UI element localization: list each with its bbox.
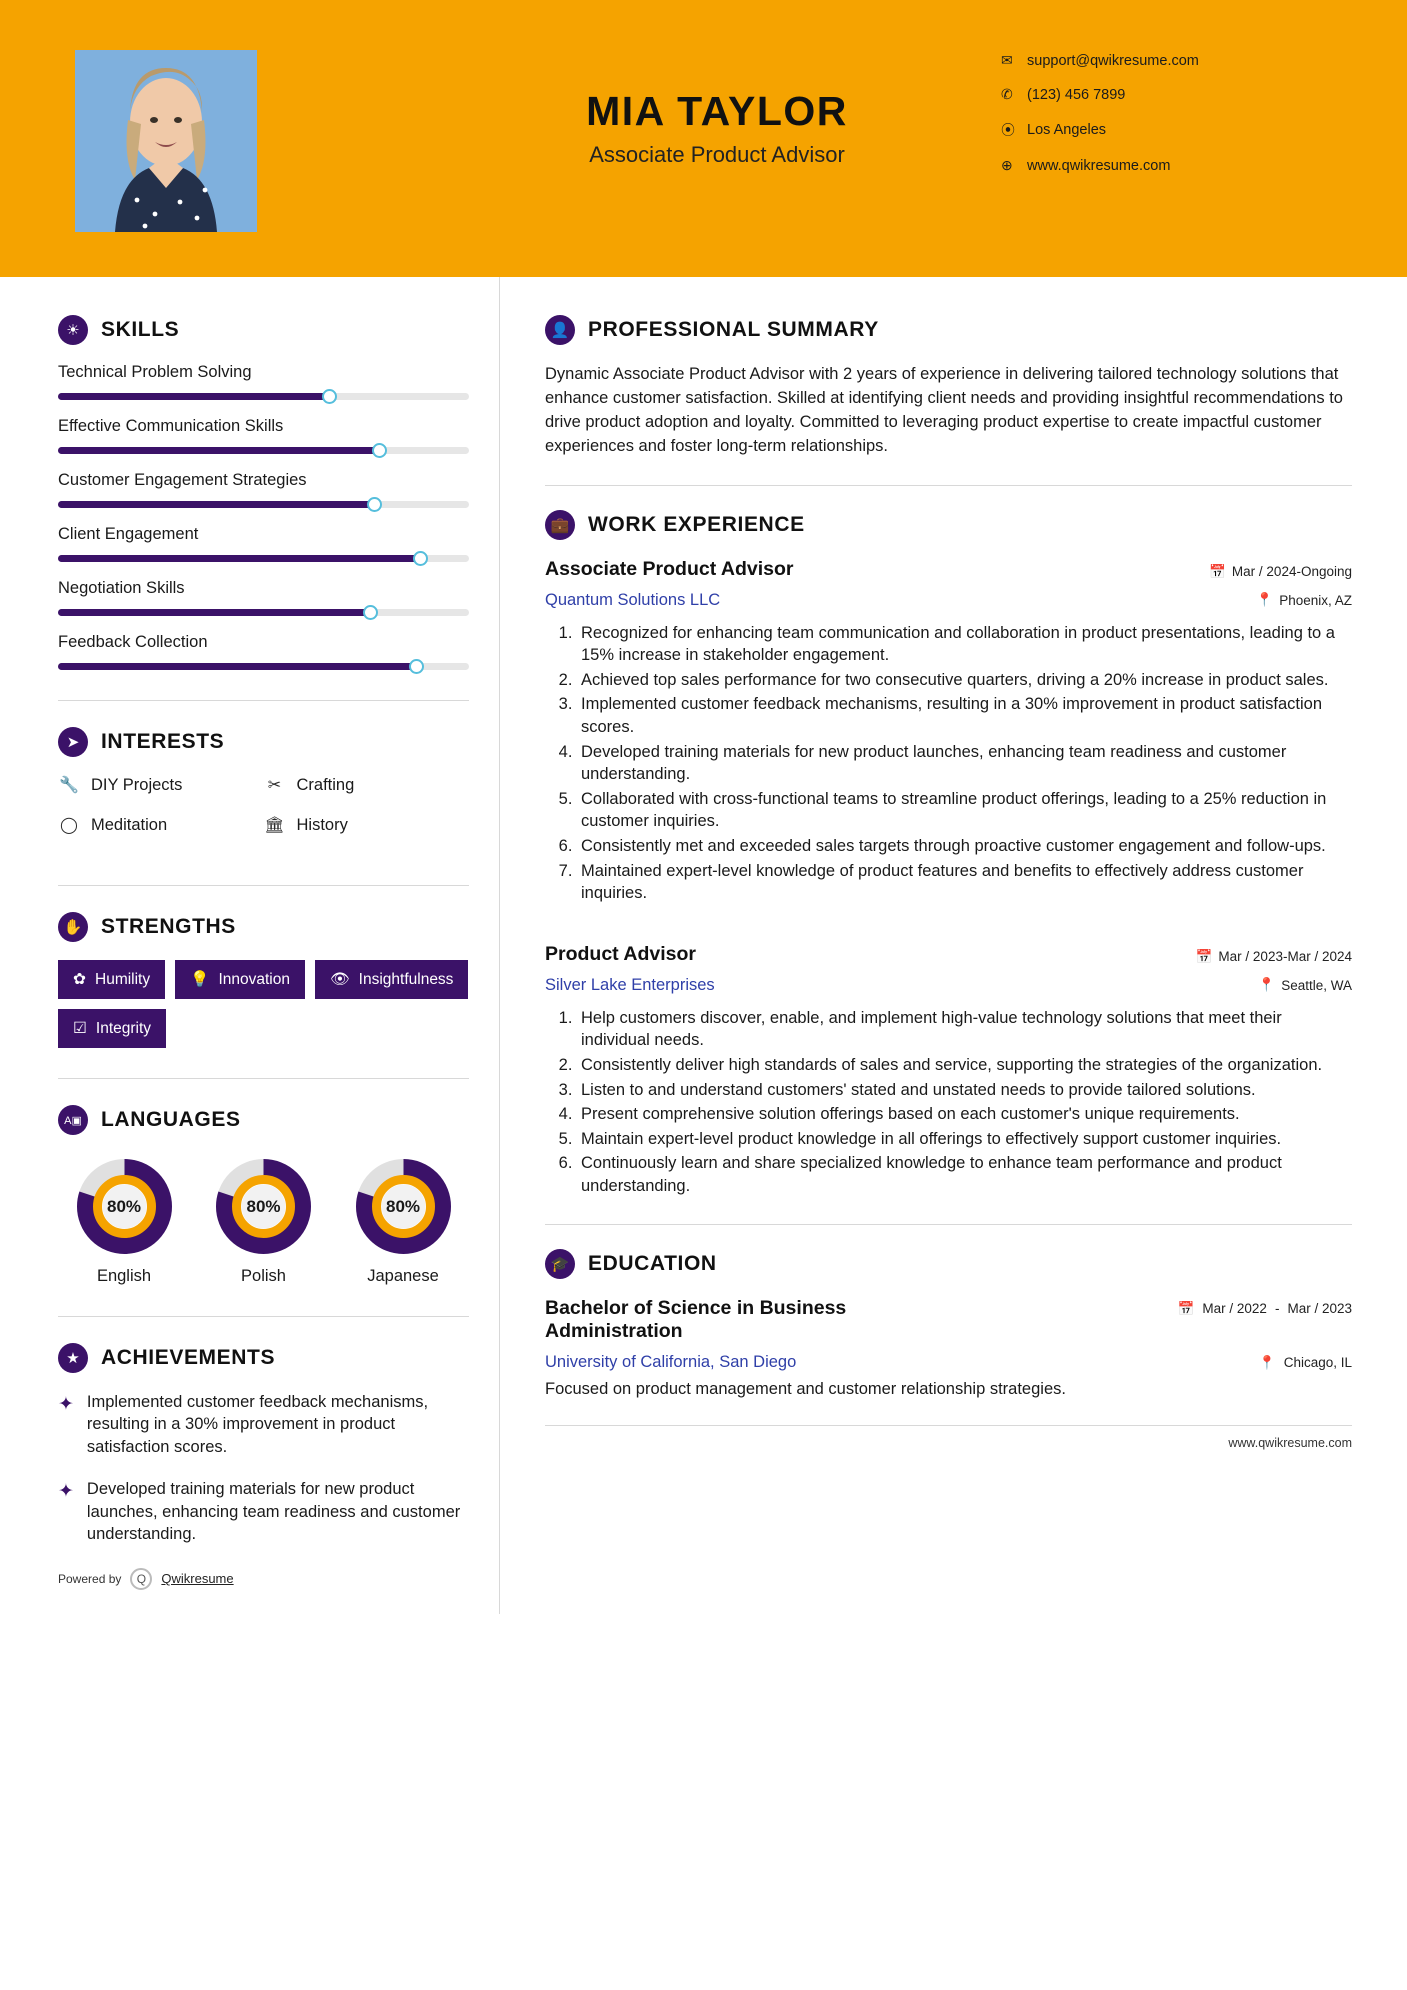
skill-label: Negotiation Skills bbox=[58, 579, 185, 597]
date-separator: - bbox=[1274, 1300, 1280, 1316]
contact-location-text: Los Angeles bbox=[1027, 122, 1107, 138]
company-name[interactable]: Silver Lake Enterprises bbox=[545, 975, 715, 994]
qwikresume-link[interactable]: Qwikresume bbox=[161, 1571, 234, 1587]
skill-item bbox=[58, 633, 469, 670]
list-item bbox=[58, 1478, 469, 1545]
skill-bar-fill bbox=[58, 663, 416, 670]
degree-title: Bachelor of Science in Business Administration bbox=[545, 1296, 847, 1342]
list-item: 6. Continuously learn and share specialized knowledge to enhance team performance and product understanding. bbox=[577, 1152, 1352, 1197]
list-item: 1. Help customers discover, enable, and implement high-value technology solutions that meet their individual needs. bbox=[577, 1007, 1352, 1052]
section-title-skills: SKILLS bbox=[101, 318, 180, 341]
section-header-summary bbox=[545, 315, 1352, 345]
company-name[interactable]: Quantum Solutions LLC bbox=[545, 590, 721, 609]
skill-bar bbox=[58, 663, 469, 670]
interest-label: Crafting bbox=[296, 775, 355, 794]
skill-bar-fill bbox=[58, 555, 420, 562]
bank-icon: 🏛 bbox=[264, 817, 285, 834]
skill-bar-knob[interactable] bbox=[363, 605, 378, 620]
education-location: Chicago, IL bbox=[1283, 1354, 1352, 1370]
skill-label: Client Engagement bbox=[58, 525, 199, 543]
phone-icon: ✆ bbox=[1001, 86, 1013, 102]
language-percent: 80% bbox=[246, 1196, 281, 1216]
section-title-summary: PROFESSIONAL SUMMARY bbox=[588, 318, 879, 341]
achievement-text: Developed training materials for new product launches, enhancing team readiness and customer understanding. bbox=[86, 1480, 461, 1544]
location-pin-icon: 📍 bbox=[1258, 977, 1276, 993]
list-item: 6. Consistently met and exceeded sales targets through proactive customer engagement and follow-ups. bbox=[577, 835, 1352, 858]
page-title: MIA TAYLOR bbox=[586, 88, 848, 134]
list-item bbox=[58, 1391, 469, 1458]
check-square-icon: ☑ bbox=[73, 1020, 87, 1037]
job-location bbox=[1256, 592, 1352, 608]
bulb-icon: 💡 bbox=[190, 971, 210, 988]
strength-chip-integrity bbox=[58, 1009, 166, 1048]
footer-url[interactable]: www.qwikresume.com bbox=[545, 1425, 1352, 1450]
job-duties-list bbox=[577, 1007, 1352, 1198]
section-title-interests: INTERESTS bbox=[101, 730, 225, 753]
skill-bar-knob[interactable] bbox=[409, 659, 424, 674]
circle-icon: ◯ bbox=[60, 817, 78, 834]
list-item bbox=[58, 815, 264, 835]
location-pin-icon: 📍 bbox=[1256, 592, 1274, 608]
translate-icon: A▣ bbox=[58, 1105, 88, 1135]
job-dates bbox=[1196, 949, 1352, 965]
list-item bbox=[264, 775, 470, 795]
skill-label: Technical Problem Solving bbox=[58, 363, 252, 381]
list-item: 3. Listen to and understand customers' stated and unstated needs to provide tailored solutions. bbox=[577, 1079, 1352, 1102]
language-name: Japanese bbox=[367, 1267, 439, 1285]
strength-chip-innovation bbox=[175, 960, 305, 999]
interest-label: Meditation bbox=[91, 815, 168, 834]
job-title: Associate Product Advisor bbox=[545, 557, 794, 580]
job-location-text: Seattle, WA bbox=[1281, 977, 1352, 993]
eye-icon: 👁 bbox=[329, 971, 350, 988]
language-name: Polish bbox=[241, 1267, 286, 1285]
skill-item bbox=[58, 579, 469, 616]
contact-phone[interactable] bbox=[1001, 86, 1321, 103]
sidebar bbox=[0, 277, 500, 1614]
briefcase-icon: 💼 bbox=[545, 510, 575, 540]
skill-bar-fill bbox=[58, 393, 329, 400]
section-header-interests bbox=[58, 727, 469, 757]
language-percent: 80% bbox=[106, 1196, 142, 1216]
leaf-icon: ✿ bbox=[73, 971, 86, 988]
skill-label: Feedback Collection bbox=[58, 633, 208, 651]
skill-bar bbox=[58, 501, 469, 508]
calendar-icon: 📅 bbox=[1177, 1300, 1195, 1316]
achievement-text: Implemented customer feedback mechanisms, resulting in a 30% improvement in product satisfaction scores. bbox=[86, 1393, 429, 1456]
divider bbox=[58, 700, 469, 701]
language-item bbox=[204, 1159, 324, 1286]
user-circle-icon: 👤 bbox=[545, 315, 575, 345]
divider bbox=[545, 1224, 1352, 1225]
section-header-work bbox=[545, 510, 1352, 540]
contact-list bbox=[1001, 52, 1321, 191]
graduation-icon: 🎓 bbox=[545, 1249, 575, 1279]
skill-bar bbox=[58, 393, 469, 400]
strengths-list bbox=[58, 960, 469, 1048]
paper-plane-icon: ➤ bbox=[58, 727, 88, 757]
interest-label: DIY Projects bbox=[91, 775, 183, 794]
avatar bbox=[75, 50, 257, 232]
list-item: 5. Maintain expert-level product knowledge in all offerings to effectively support customer inquiries. bbox=[577, 1128, 1352, 1151]
strength-label: Innovation bbox=[218, 970, 290, 988]
list-item: 2. Consistently deliver high standards of sales and service, supporting the strategies of the organization. bbox=[577, 1054, 1352, 1077]
job-title: Product Advisor bbox=[545, 942, 696, 965]
calendar-icon: 📅 bbox=[1195, 948, 1213, 964]
strength-label: Humility bbox=[95, 970, 151, 988]
skill-label: Effective Communication Skills bbox=[58, 417, 284, 435]
section-title-achievements: ACHIEVEMENTS bbox=[101, 1346, 276, 1369]
language-donut bbox=[77, 1159, 172, 1254]
section-title-work: WORK EXPERIENCE bbox=[588, 512, 805, 536]
contact-email[interactable] bbox=[1001, 52, 1321, 69]
list-item: 4. Present comprehensive solution offerings based on each customer's unique requirements. bbox=[577, 1103, 1352, 1126]
skill-item bbox=[58, 417, 469, 454]
skill-item bbox=[58, 363, 469, 400]
section-title-education: EDUCATION bbox=[588, 1251, 717, 1275]
location-pin-icon: 📍 bbox=[1258, 1354, 1276, 1370]
list-item bbox=[58, 775, 264, 795]
list-item bbox=[264, 815, 470, 835]
language-item bbox=[343, 1159, 463, 1286]
section-header-education bbox=[545, 1249, 1352, 1279]
resume-body bbox=[0, 277, 1407, 1614]
skill-bar-knob[interactable] bbox=[372, 443, 387, 458]
language-donut bbox=[216, 1159, 311, 1254]
skill-bar-fill bbox=[58, 501, 374, 508]
strength-label: Integrity bbox=[95, 1019, 152, 1037]
skill-bar-knob[interactable] bbox=[413, 551, 428, 566]
divider bbox=[58, 885, 469, 886]
location-pin-icon: ⦿ bbox=[1001, 122, 1015, 138]
list-item: 1. Recognized for enhancing team communication and collaboration in product presentations, leading to a 15% increase in stakeholder engagement. bbox=[577, 622, 1352, 667]
job-dates bbox=[1209, 564, 1352, 580]
divider bbox=[58, 1078, 469, 1079]
job-dates-text: Mar / 2024-Ongoing bbox=[1231, 564, 1352, 580]
list-item: 4. Developed training materials for new product launches, enhancing team readiness and customer understanding. bbox=[577, 741, 1352, 786]
divider bbox=[58, 1316, 469, 1317]
qwikresume-logo-icon: Q bbox=[130, 1568, 152, 1590]
list-item: 5. Collaborated with cross-functional teams to streamline product offerings, leading to a 25% reduction in customer inquiries. bbox=[577, 788, 1352, 833]
interests-list bbox=[58, 775, 469, 855]
skill-label: Customer Engagement Strategies bbox=[58, 471, 307, 489]
language-percent: 80% bbox=[385, 1196, 421, 1216]
powered-by bbox=[58, 1568, 469, 1604]
list-item: 7. Maintained expert-level knowledge of product features and benefits to effectively address customer inquiries. bbox=[577, 860, 1352, 905]
main-content bbox=[500, 277, 1407, 1614]
strength-chip-humility bbox=[58, 960, 165, 999]
contact-location bbox=[1001, 120, 1321, 140]
job-role-subtitle: Associate Product Advisor bbox=[589, 142, 845, 167]
wrench-icon: 🔧 bbox=[59, 777, 79, 794]
languages-list bbox=[58, 1153, 469, 1286]
contact-website[interactable] bbox=[1001, 157, 1321, 174]
list-item: 3. Implemented customer feedback mechanisms, resulting in a 30% improvement in product satisfaction scores. bbox=[577, 693, 1352, 738]
portrait-photo-icon bbox=[75, 50, 257, 232]
skill-item bbox=[58, 471, 469, 508]
summary-text: Dynamic Associate Product Advisor with 2 years of experience in delivering tailored technology solutions that enhance customer satisfaction. Skilled at identifying client needs and providing insightful recommendations to drive product adoption and loyalty. Committed to leveraging product expertise to create impactful customer experiences and foster long-term relationships. bbox=[545, 365, 1343, 455]
education-note: Focused on product management and customer relationship strategies. bbox=[545, 1380, 1066, 1399]
language-donut bbox=[356, 1159, 451, 1254]
calendar-icon: 📅 bbox=[1209, 563, 1226, 579]
education-entry bbox=[545, 1297, 1352, 1344]
language-item bbox=[64, 1159, 184, 1286]
skill-bar-knob[interactable] bbox=[367, 497, 382, 512]
job-dates-text: Mar / 2023-Mar / 2024 bbox=[1218, 949, 1352, 965]
skill-bar bbox=[58, 609, 469, 616]
lightbulb-icon: ☀ bbox=[58, 315, 88, 345]
star-badge-icon: ★ bbox=[58, 1343, 88, 1373]
skill-bar-fill bbox=[58, 447, 379, 454]
contact-website-text: www.qwikresume.com bbox=[1027, 157, 1171, 174]
star-icon: ✦ bbox=[58, 1481, 74, 1503]
language-name: English bbox=[96, 1267, 152, 1285]
resume-header bbox=[0, 0, 1407, 277]
envelope-icon: ✉ bbox=[1001, 52, 1013, 68]
section-title-languages: LANGUAGES bbox=[101, 1108, 241, 1131]
section-header-languages bbox=[58, 1105, 469, 1135]
section-header-skills bbox=[58, 315, 469, 345]
work-entry bbox=[545, 558, 1352, 905]
skill-item bbox=[58, 525, 469, 562]
star-icon: ✦ bbox=[58, 1394, 74, 1415]
job-location-text: Phoenix, AZ bbox=[1279, 592, 1352, 608]
school-name[interactable]: University of California, San Diego bbox=[545, 1353, 797, 1372]
scissors-icon: ✂ bbox=[267, 777, 282, 794]
interest-label: History bbox=[296, 815, 348, 834]
skill-bar bbox=[58, 447, 469, 454]
contact-email-text: support@qwikresume.com bbox=[1027, 52, 1199, 69]
work-entry bbox=[545, 943, 1352, 1198]
contact-phone-text: (123) 456 7899 bbox=[1027, 86, 1126, 103]
job-location bbox=[1258, 977, 1352, 993]
skill-bar-fill bbox=[58, 609, 370, 616]
skill-bar-knob[interactable] bbox=[322, 389, 337, 404]
section-header-achievements bbox=[58, 1343, 469, 1373]
divider bbox=[545, 485, 1352, 486]
powered-by-label: Powered by bbox=[58, 1571, 122, 1586]
list-item: 2. Achieved top sales performance for two consecutive quarters, driving a 20% increase in product sales. bbox=[577, 669, 1352, 692]
section-header-strengths bbox=[58, 912, 469, 942]
education-end-date: Mar / 2023 bbox=[1287, 1300, 1352, 1316]
strength-chip-insightfulness bbox=[315, 960, 468, 999]
section-title-strengths: STRENGTHS bbox=[101, 915, 236, 938]
fist-icon: ✋ bbox=[58, 912, 88, 942]
strength-label: Insightfulness bbox=[358, 970, 454, 988]
globe-icon: ⊕ bbox=[1001, 157, 1013, 173]
education-start-date: Mar / 2022 bbox=[1202, 1300, 1267, 1316]
skill-bar bbox=[58, 555, 469, 562]
job-duties-list bbox=[577, 622, 1352, 905]
